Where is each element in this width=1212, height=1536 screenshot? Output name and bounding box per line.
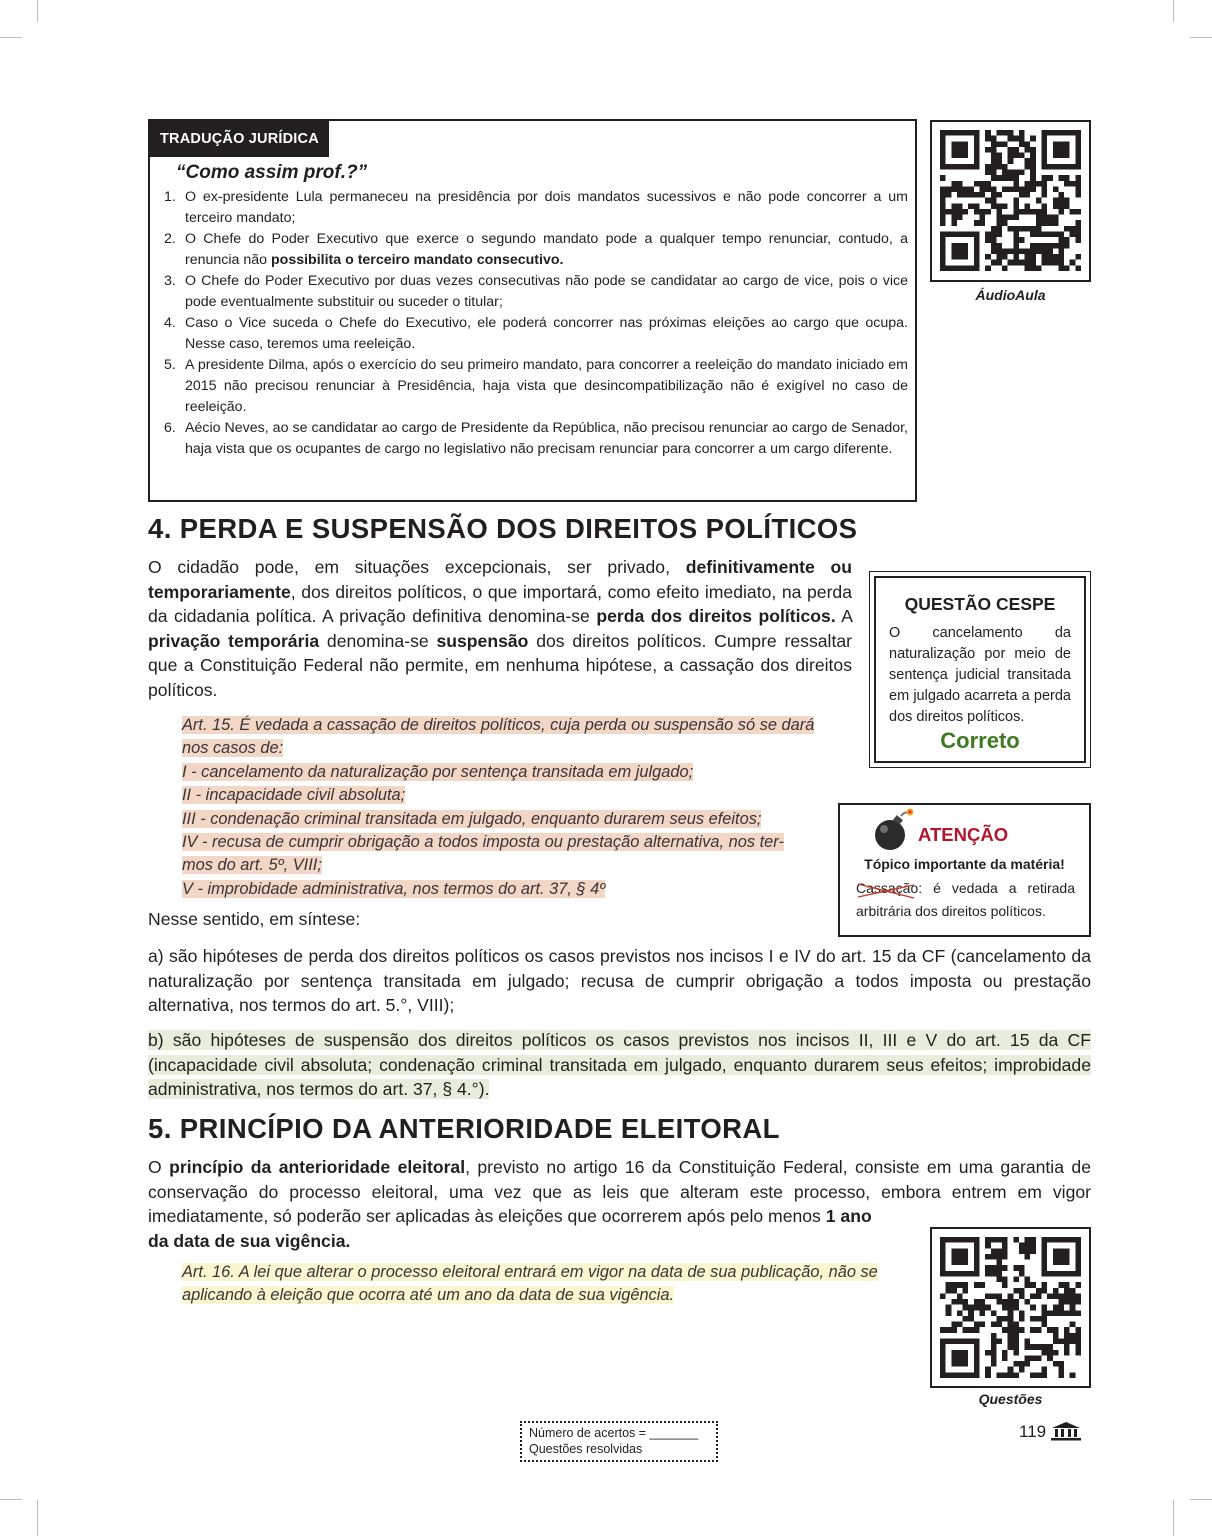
section-5-paragraph: O princípio da anterioridade eleitoral, previsto no artigo 16 da Constituição Federal, consiste em uma garantia de conservação do processo eleitoral, uma vez que as leis que alteram este processo, embora entrem em vigor imediatamente, só poderão ser aplicadas às eleições que ocorrerem após pelo menos 1 ano	[148, 1157, 1091, 1227]
list-item: 1. O ex-presidente Lula permaneceu na presidência por dois mandatos sucessivos e não pode concorrer a um terceiro mandato;	[164, 189, 908, 226]
list-item: 6. Aécio Neves, ao se candidatar ao cargo de Presidente da República, não precisou renunciar ao cargo de Senador, haja vista que os ocupantes de cargo no legislativo não precisam renunciar para concorrer a um cargo diferente.	[164, 420, 908, 457]
crop-mark	[1190, 37, 1212, 38]
cespe-title: QUESTÃO CESPE	[904, 594, 1056, 614]
item-a: a) são hipóteses de perda dos direitos políticos os casos previstos nos incisos I e IV do art. 15 da CF (cancelamento da naturalização por sentença transitada em julgado; recusa de cumprir obrigação a todos imposta ou prestação alternativa, nos termos do art. 5.°, VIII);	[148, 946, 1091, 1016]
qr-caption-questoes: Questões	[978, 1391, 1043, 1407]
section-4-title: 4. PERDA E SUSPENSÃO DOS DIREITOS POLÍTICOS	[148, 513, 858, 544]
atencao-subtitle: Tópico importante da matéria!	[864, 856, 1065, 872]
atencao-title: ATENÇÃO	[918, 824, 1009, 845]
art-15-quote: Art. 15. É vedada a cassação de direitos políticos, cuja perda ou suspensão só se dará nos casos de: I - cancelamento da naturalização por sentença transitada em julgado; II - incapacidade civil absoluta; III - condenação criminal transitada em julgado, enquanto durarem seus efeitos; IV - recusa de cumprir obrigação a todos imposta ou prestação alternativa, nos ter- mos do art. 5º, VIII; V - improbidade administrativa, nos termos do art. 37, § 4º	[182, 716, 815, 898]
traducao-juridica-box	[148, 119, 917, 502]
qr-code-icon	[940, 130, 1081, 271]
section-5-paragraph-end: da data de sua vigência.	[148, 1231, 351, 1251]
acertos-label: Número de acertos = _______	[529, 1426, 699, 1440]
list-item: 2. O Chefe do Poder Executivo que exerce o segundo mandato pode a qualquer tempo renunciar, contudo, a renuncia não possibilita o terceiro mandato consecutivo.	[164, 231, 908, 268]
atencao-box	[838, 803, 1091, 937]
crop-mark	[37, 1500, 38, 1536]
qr-caption-audio: ÁudioAula	[975, 287, 1046, 303]
traducao-subtitle: “Como assim prof.?”	[176, 162, 368, 183]
cespe-question: O cancelamento da naturalização por meio de sentença judicial transitada em julgado acarreta a perda dos direitos políticos.	[889, 625, 1071, 725]
traducao-tag: TRADUÇÃO JURÍDICA	[150, 121, 329, 157]
list-item: 3. O Chefe do Poder Executivo por duas vezes consecutivas não pode se candidatar ao cargo de vice, pois o vice pode eventualmente substituir ou suceder o titular;	[164, 273, 908, 310]
page-number: 119	[1019, 1422, 1047, 1441]
qr-code-audio[interactable]	[930, 120, 1091, 282]
score-box	[520, 1421, 718, 1462]
section-5-title: 5. PRINCÍPIO DA ANTERIORIDADE ELEITORAL	[148, 1113, 780, 1144]
bomb-icon	[870, 807, 920, 853]
traducao-list	[164, 187, 908, 460]
qr-code-icon	[940, 1237, 1081, 1378]
crop-mark	[0, 1499, 22, 1500]
art-16-quote: Art. 16. A lei que alterar o processo eleitoral entrará em vigor na data de sua publicação, não se aplicando à eleição que ocorra até um ano da data de sua vigência.	[182, 1263, 878, 1305]
crop-mark	[1173, 0, 1174, 22]
list-item: 5. A presidente Dilma, após o exercício do seu primeiro mandato, para concorrer a reeleição do mandato iniciado em 2015 não precisou renunciar à Presidência, haja vista que desincompatibilização não é exigível no caso de reeleição.	[164, 357, 908, 415]
crop-mark	[1173, 1500, 1174, 1536]
atencao-text: Cassação : é vedada a retirada arbitrária dos direitos políticos.	[856, 880, 1075, 919]
institution-icon	[1050, 1421, 1082, 1441]
cespe-answer: Correto	[940, 728, 1020, 753]
strike-mark-icon	[856, 880, 918, 900]
crop-mark	[37, 0, 38, 22]
crop-mark	[0, 37, 22, 38]
questao-cespe-box	[869, 571, 1091, 768]
crop-mark	[1190, 1499, 1212, 1500]
qr-code-questoes[interactable]	[930, 1227, 1091, 1388]
resolvidas-label: Questões resolvidas	[529, 1442, 643, 1456]
sintese-label: Nesse sentido, em síntese:	[148, 909, 361, 929]
list-item: 4. Caso o Vice suceda o Chefe do Executivo, ele poderá concorrer nas próximas eleições ao cargo que ocupa. Nesse caso, teremos uma reeleição.	[164, 315, 908, 352]
section-4-paragraph: O cidadão pode, em situações excepcionais, ser privado, definitivamente ou temporariamente, dos direitos políticos, o que importará, como efeito imediato, na perda da cidadania política. A privação definitiva denomina-se perda dos direitos políticos. A privação temporária denomina-se suspensão dos direitos políticos. Cumpre ressaltar que a Constituição Federal não permite, em nenhuma hipótese, a cassação dos direitos políticos.	[148, 557, 852, 700]
item-b: b) são hipóteses de suspensão dos direitos políticos os casos previstos nos incisos II, III e V do art. 15 da CF (incapacidade civil absoluta; condenação criminal transitada em julgado, enquanto durarem seus efeitos; improbidade administrativa, nos termos do art. 37, § 4.°).	[148, 1030, 1091, 1100]
struck-word: Cassação	[856, 880, 918, 896]
